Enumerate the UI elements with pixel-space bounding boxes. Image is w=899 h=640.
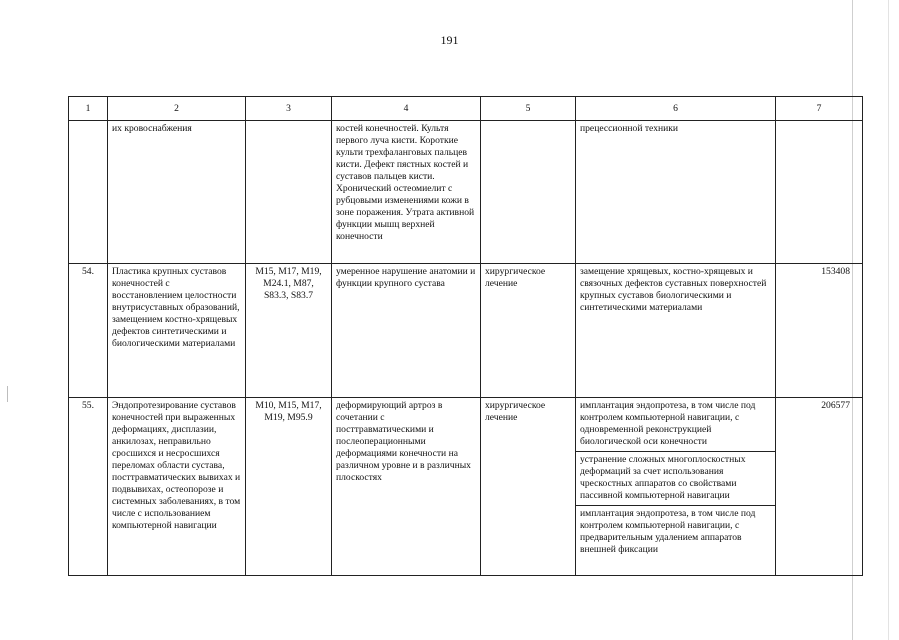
- row-number: [69, 121, 108, 264]
- treatment-method: замещение хрящевых, костно-хрящевых и связочных дефектов суставных поверхностей крупных суставов биологическими и синтетическими материалами: [576, 264, 776, 398]
- cost-value: 206577: [776, 398, 863, 576]
- icd-codes: [246, 121, 332, 264]
- column-header: 5: [481, 97, 576, 121]
- page-number: 191: [440, 33, 459, 47]
- procedures-table: [68, 96, 863, 576]
- column-header: 3: [246, 97, 332, 121]
- patient-model: умеренное нарушение анатомии и функции крупного сустава: [332, 264, 481, 398]
- treatment-methods: [576, 398, 776, 576]
- table-row-continuation: [69, 121, 863, 264]
- treatment-type: хирургическое лечение: [481, 398, 576, 576]
- treatment-type: [481, 121, 576, 264]
- table-row-54: [69, 264, 863, 398]
- scan-mark: [7, 386, 8, 402]
- treatment-method: устранение сложных многоплоскостных деформаций за счет использования чрескостных аппаратов со свойствами пассивной компьютерной навигации: [576, 452, 775, 506]
- treatment-method: имплантация эндопротеза, в том числе под контролем компьютерной навигации, с предварительным удалением аппаратов внешней фиксации: [580, 508, 756, 555]
- icd-codes: M15, M17, M19, M24.1, M87, S83.3, S83.7: [246, 264, 332, 398]
- procedure-name: Пластика крупных суставов конечностей с восстановлением целостности внутрисуставных образований, замещением костно-хрящевых дефектов синтетическими и биологическими материалами: [108, 264, 246, 398]
- treatment-method: прецессионной техники: [576, 121, 776, 264]
- row-number: 55.: [69, 398, 108, 576]
- treatment-method: имплантация эндопротеза, в том числе под контролем компьютерной навигации, с одновременной реконструкцией биологической оси конечности: [576, 398, 775, 452]
- column-header: 4: [332, 97, 481, 121]
- procedure-name: Эндопротезирование суставов конечностей при выраженных деформациях, дисплазии, анкилозах, неправильно сросшихся и несросшихся переломах области сустава, посттравматических вывихах и подвывихах, остеопорозе и системных заболеваниях, в том числе с использованием компьютерной навигации: [108, 398, 246, 576]
- treatment-type: хирургическое лечение: [481, 264, 576, 398]
- table-header-row: [69, 97, 863, 121]
- scan-edge-line: [888, 0, 889, 640]
- patient-model: деформирующий артроз в сочетании с посттравматическими и послеоперационными деформациями конечности на различном уровне и в различных плоскостях: [332, 398, 481, 576]
- column-header: 6: [576, 97, 776, 121]
- procedure-name: их кровоснабжения: [108, 121, 246, 264]
- icd-codes: M10, M15, M17, M19, M95.9: [246, 398, 332, 576]
- patient-model: костей конечностей. Культя первого луча кисти. Короткие культи трехфаланговых пальцев кисти. Дефект пястных костей и суставов пальцев кисти. Хронический остеомиелит с рубцовыми изменениями кожи в зоне поражения. Утрата активной функции мышц верхней конечности: [332, 121, 481, 264]
- cost-value: [776, 121, 863, 264]
- cost-value: 153408: [776, 264, 863, 398]
- column-header: 2: [108, 97, 246, 121]
- table-row-55: [69, 398, 863, 576]
- column-header: 7: [776, 97, 863, 121]
- column-header: 1: [69, 97, 108, 121]
- row-number: 54.: [69, 264, 108, 398]
